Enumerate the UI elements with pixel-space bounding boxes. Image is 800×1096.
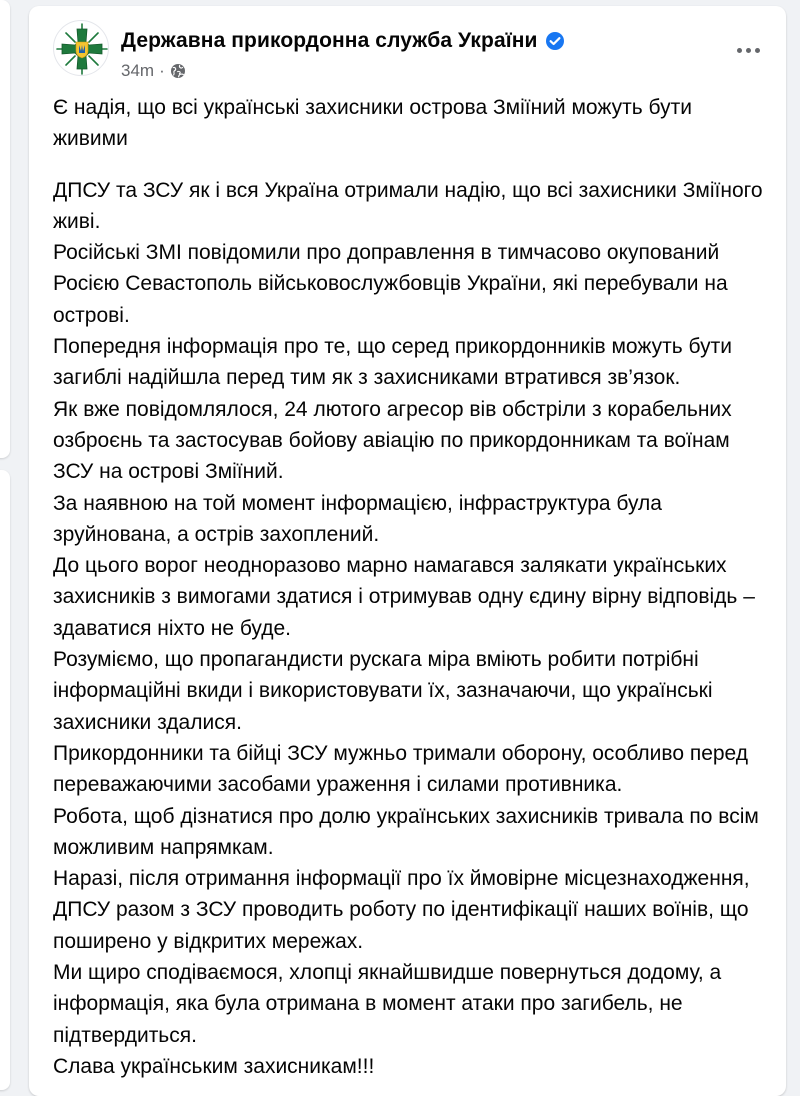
more-options-icon bbox=[746, 48, 751, 53]
post-paragraph: За наявною на той момент інформацією, інфраструктура була зруйнована, а острів захоплений. bbox=[53, 491, 662, 546]
post-paragraph: Попередня інформація про те, що серед прикордонників можуть бути загиблі надійшла перед тим як з захисниками втратився зв’язок. bbox=[53, 335, 732, 390]
post-paragraph: Робота, щоб дізнатися про долю українських захисників тривала по всім можливим напрямкам. bbox=[53, 804, 759, 859]
post-timestamp[interactable]: 34m bbox=[121, 61, 155, 80]
post-paragraph: Наразі, після отримання інформації про їх ймовірне місцезнаходження, ДПСУ разом з ЗСУ проводить роботу по ідентифікації наших воїнів, що поширено у відкритих мережах. bbox=[53, 867, 750, 953]
post-paragraph: Розуміємо, що пропагандисти рускага міра вміють робити потрібні інформаційні вкиди і використовувати їх, зазначаючи, що українські захисники здалися. bbox=[53, 648, 713, 734]
post-headline: Є надія, що всі українські захисники острова Зміїний можуть бути живими bbox=[53, 96, 692, 151]
more-options-icon bbox=[737, 48, 742, 53]
page-name-row bbox=[121, 29, 565, 53]
post-paragraph: Як вже повідомлялося, 24 лютого агресор вів обстріли з корабельних озброєнь та застосував бойову авіацію по прикордонникам та воїнам ЗСУ на острові Зміїний. bbox=[53, 397, 732, 484]
post-paragraph: Прикордонники та бійці ЗСУ мужньо тримали оборону, особливо перед переважаючими засобами ураження і силами противника. bbox=[53, 741, 749, 797]
post-meta bbox=[121, 61, 186, 81]
post-header bbox=[53, 20, 766, 80]
meta-separator: · bbox=[159, 61, 165, 80]
post-paragraph: Російські ЗМІ повідомили про доправлення в тимчасово окупований Росією Севастополь військовослужбовців України, які перебували на острові. bbox=[53, 241, 728, 327]
post-paragraph: До цього ворог неодноразово марно намагався залякати українських захисників з вимогами здатися і отримував одну єдину вірну відповідь – здаватися ніхто не буде. bbox=[53, 554, 755, 640]
border-guard-emblem-icon bbox=[54, 21, 109, 76]
post-paragraph: Слава українським захисникам!!! bbox=[53, 1054, 375, 1078]
more-options-button[interactable] bbox=[730, 32, 766, 68]
more-options-icon bbox=[755, 48, 760, 53]
page-name-link[interactable]: Державна прикордонна служба України bbox=[121, 29, 538, 52]
post-paragraph: ДПСУ та ЗСУ як і вся Україна отримали надію, що всі захисники Зміїного живі. bbox=[53, 178, 763, 233]
post-text bbox=[53, 92, 765, 1082]
post-paragraph: Ми щиро сподіваємося, хлопці якнайшвидше повернуться додому, а інформація, яка була отримана в момент атаки про загибель, не підтвердиться. bbox=[53, 961, 722, 1047]
adjacent-card-edge bbox=[0, 0, 10, 458]
adjacent-card-edge bbox=[0, 470, 10, 1090]
globe-icon[interactable] bbox=[170, 63, 186, 79]
post-card bbox=[29, 6, 786, 1096]
verified-badge-icon bbox=[545, 31, 565, 51]
page-avatar[interactable] bbox=[53, 20, 109, 76]
